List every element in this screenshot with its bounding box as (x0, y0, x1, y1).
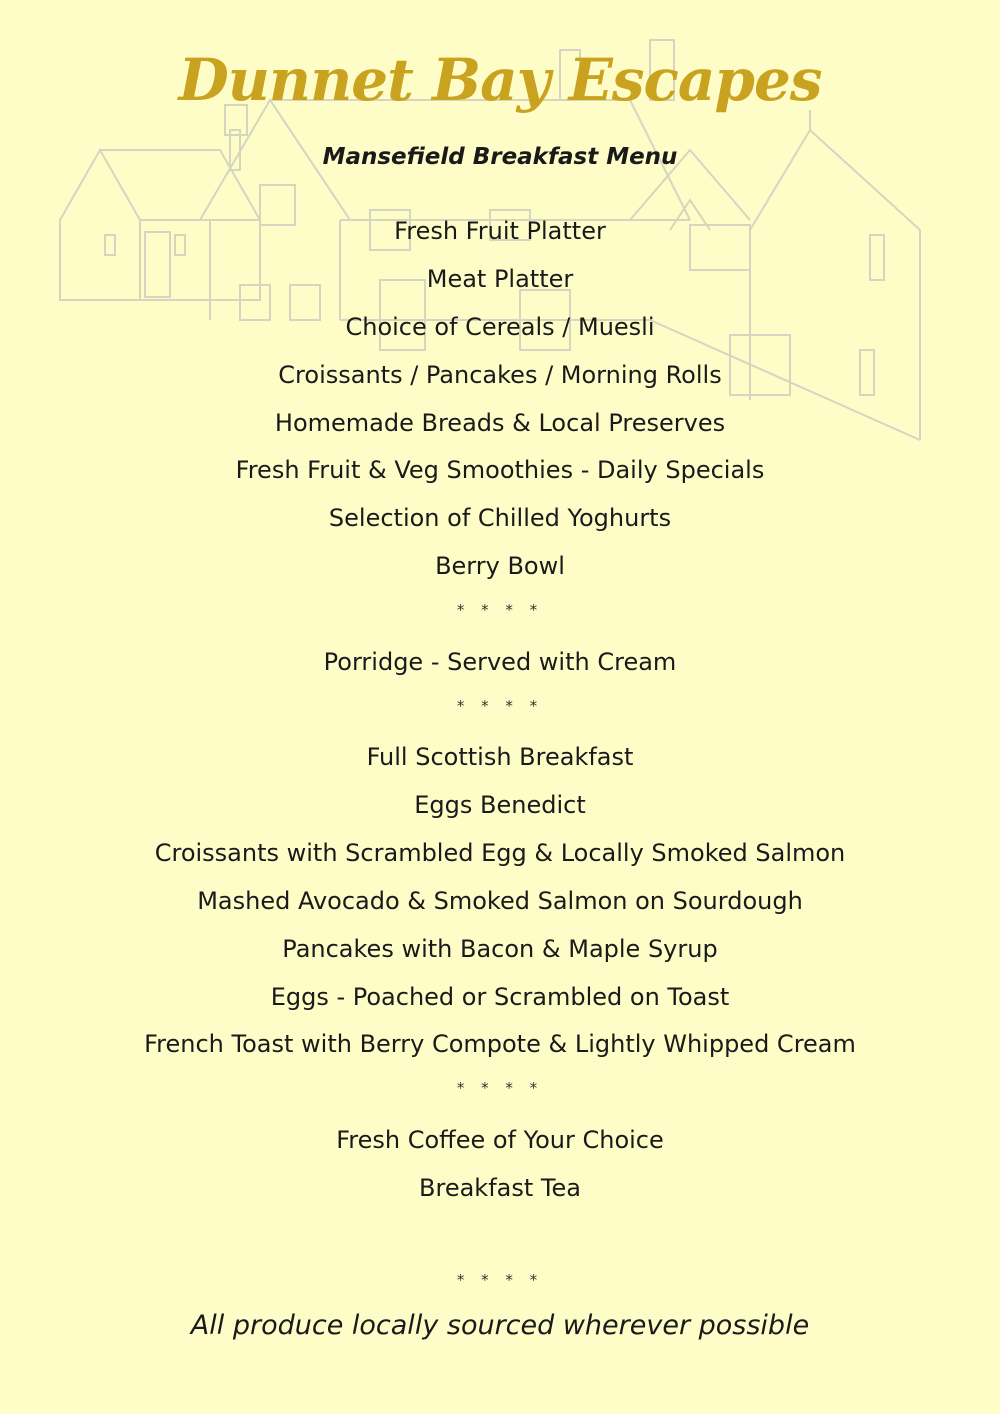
menu-item: Selection of Chilled Yoghurts (328, 504, 672, 532)
menu-item: Eggs - Poached or Scrambled on Toast (270, 983, 730, 1011)
menu-item: Pancakes with Bacon & Maple Syrup (282, 935, 718, 963)
menu-item: Homemade Breads & Local Preserves (274, 409, 726, 437)
footer-note: All produce locally sourced wherever possible (190, 1310, 810, 1341)
menu-title: Mansefield Breakfast Menu (322, 144, 678, 170)
menu-item: Breakfast Tea (419, 1174, 581, 1202)
menu-item: Fresh Fruit & Veg Smoothies - Daily Specials (235, 456, 765, 484)
section-separator: * * * * (456, 1079, 544, 1097)
menu-item: Meat Platter (426, 265, 574, 293)
section-separator: * * * * (456, 1271, 544, 1289)
menu-item: Mashed Avocado & Smoked Salmon on Sourdough (197, 887, 803, 915)
menu-item: Berry Bowl (435, 552, 565, 580)
menu-item: Full Scottish Breakfast (366, 743, 634, 771)
menu-item: Croissants / Pancakes / Morning Rolls (278, 361, 722, 389)
menu-item: Fresh Fruit Platter (394, 217, 606, 245)
menu-item: Porridge - Served with Cream (323, 648, 677, 676)
brand-logo-text: Dunnet Bay Escapes (178, 46, 822, 114)
menu-item: Croissants with Scrambled Egg & Locally Smoked Salmon (154, 839, 846, 867)
menu-item: Eggs Benedict (414, 791, 586, 819)
section-separator: * * * * (456, 697, 544, 715)
menu-item: Fresh Coffee of Your Choice (336, 1126, 664, 1154)
section-separator: * * * * (456, 601, 544, 619)
menu-item: Choice of Cereals / Muesli (345, 313, 655, 341)
menu-item: French Toast with Berry Compote & Lightly Whipped Cream (144, 1030, 856, 1058)
